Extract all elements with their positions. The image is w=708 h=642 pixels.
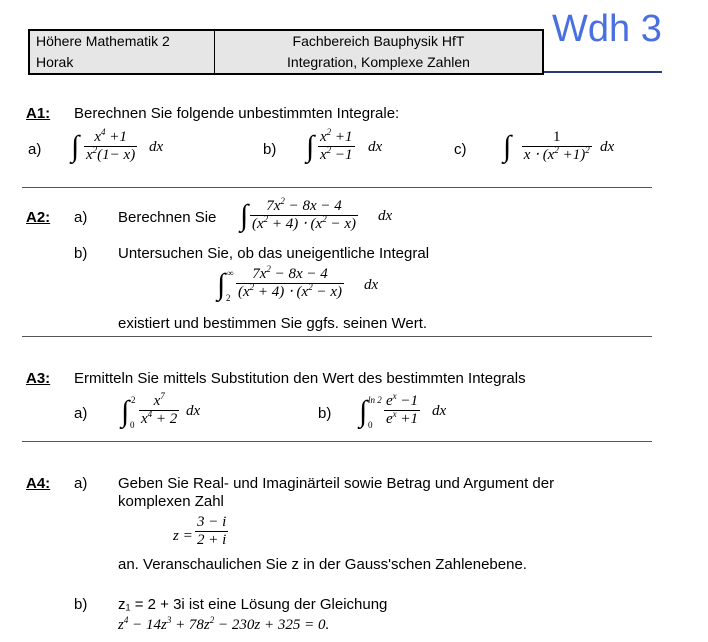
lower-limit: 2 — [226, 293, 231, 303]
upper-limit: ∞ — [227, 268, 234, 278]
integral-sign: ∫ — [121, 395, 130, 428]
a3b-fraction: $\frac{e^x -1}{e^x +1}$ — [386, 391, 419, 427]
separator — [22, 441, 652, 442]
separator — [22, 187, 652, 188]
a2-part-b: b) — [74, 245, 88, 262]
a2-label: A2: — [26, 209, 51, 226]
a1b-fraction: $\frac{x^2 +1}{x^2 -1}$ — [320, 127, 353, 163]
department-name: Fachbereich Bauphysik HfT — [214, 31, 542, 52]
integral-sign: ∫ — [306, 130, 315, 163]
a1-text: Berechnen Sie folgende unbestimmten Integrale: — [74, 105, 400, 122]
a3a-fraction: $\frac{x^7}{x^4 + 2}$ — [141, 391, 178, 427]
header-row-2 — [30, 52, 542, 73]
integral-sign: ∫ — [240, 199, 249, 232]
upper-limit: 2 — [131, 395, 136, 405]
badge-underline — [544, 71, 662, 73]
a1-part-a: a) — [28, 141, 42, 158]
header-table — [28, 29, 544, 75]
a4b-equation: $z^4 - 14z^3 + 78z^2 - 230z + 325 = 0$. — [118, 615, 330, 633]
a2a-fraction: $\frac{7x^2 - 8x - 4}{(x^2 + 4) \cdot (x^2 - x)}$ — [252, 196, 356, 232]
a4-label: A4: — [26, 475, 51, 492]
a2-text-a: Berechnen Sie — [118, 209, 217, 226]
integral-sign: ∫ — [217, 268, 226, 301]
a4-text-a1: Geben Sie Real- und Imaginärteil sowie Betrag und Argument der — [118, 475, 555, 492]
a1c-fraction: $\frac{1}{x \cdot (x^2 +1)^2}$ — [523, 129, 590, 163]
a2b-dx: dx — [364, 277, 379, 293]
a1a-dx: dx — [149, 139, 164, 155]
upper-limit: ln 2 — [368, 395, 382, 405]
a2b-fraction: $\frac{7x^2 - 8x - 4}{(x^2 + 4) \cdot (x^2 - x)}$ — [238, 264, 342, 300]
a2-part-a: a) — [74, 209, 88, 226]
a1a-fraction: $\frac{x^4 +1}{x^2(1- x)}$ — [86, 127, 136, 163]
a3-part-b: b) — [318, 405, 332, 422]
repetition-badge: Wdh 3 — [552, 8, 662, 50]
a4-text-a3: an. Veranschaulichen Sie z in der Gauss'schen Zahlenebene. — [118, 556, 527, 573]
a3b-dx: dx — [432, 403, 447, 419]
course-name: Höhere Mathematik 2 — [36, 33, 170, 49]
integral-sign: ∫ — [359, 395, 368, 428]
z-equals: z = — [173, 528, 193, 544]
a1-part-c: c) — [454, 141, 467, 158]
a4a-fraction: $\frac{3 - i}{2 + i}$ — [197, 514, 227, 548]
integral-sign: ∫ — [503, 130, 512, 163]
a1-part-b: b) — [263, 141, 277, 158]
a3-text: Ermitteln Sie mittels Substitution den Wert des bestimmten Integrals — [74, 370, 526, 387]
topic-name: Integration, Komplexe Zahlen — [214, 52, 542, 73]
a3-label: A3: — [26, 370, 51, 387]
a4-text-a2: komplexen Zahl — [118, 493, 224, 510]
separator — [22, 336, 652, 337]
lower-limit: 0 — [368, 420, 373, 430]
a3-part-a: a) — [74, 405, 88, 422]
a1b-dx: dx — [368, 139, 383, 155]
a2-text-b: Untersuchen Sie, ob das uneigentliche Integral — [118, 245, 430, 262]
a1c-dx: dx — [600, 139, 615, 155]
a2a-dx: dx — [378, 208, 393, 224]
integral-sign: ∫ — [71, 130, 80, 163]
header-row-1 — [30, 31, 542, 53]
lower-limit: 0 — [130, 420, 135, 430]
a3a-dx: dx — [186, 403, 201, 419]
a4-text-b: z₁ = 2 + 3i ist eine Lösung der Gleichung — [118, 596, 388, 613]
author-name: Horak — [36, 54, 74, 70]
a1-label: A1: — [26, 105, 51, 122]
a4-part-b: b) — [74, 596, 88, 613]
a2-text-b2: existiert und bestimmen Sie ggfs. seinen Wert. — [118, 315, 428, 332]
a4-part-a: a) — [74, 475, 88, 492]
